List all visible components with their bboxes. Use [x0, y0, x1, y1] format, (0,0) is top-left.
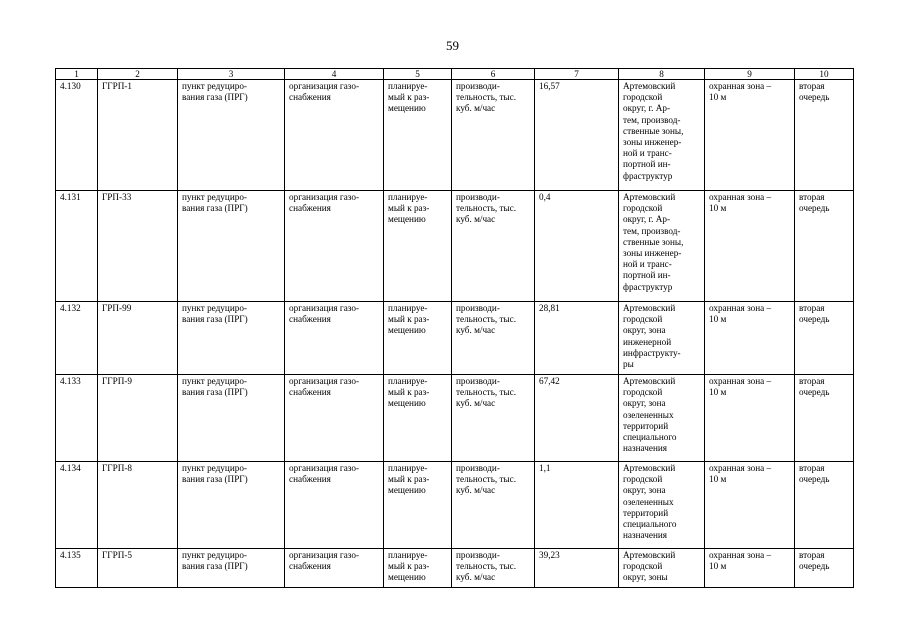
object-name-cell: ГГРП-1 [98, 80, 178, 191]
row-id-cell: 4.132 [56, 302, 98, 375]
stage-cell: вторая очередь [795, 462, 854, 549]
purpose-cell: организация газо- снабжения [285, 549, 384, 588]
column-header-1: 1 [56, 69, 98, 80]
characteristic-cell: производи- тельность, тыс. куб. м/час [452, 549, 535, 588]
column-header-4: 4 [285, 69, 384, 80]
location-cell: Артемовский городской округ, зона озелененных территорий специального назначения [619, 462, 705, 549]
characteristic-cell: производи- тельность, тыс. куб. м/час [452, 375, 535, 462]
column-header-8: 8 [619, 69, 705, 80]
object-type-cell: пункт редуциро- вания газа (ПРГ) [178, 80, 285, 191]
location-cell: Артемовский городской округ, зона инженерной инфраструкту- ры [619, 302, 705, 375]
value-cell: 1,1 [535, 462, 619, 549]
zone-cell: охранная зона – 10 м [705, 549, 795, 588]
stage-cell: вторая очередь [795, 80, 854, 191]
row-id-cell: 4.131 [56, 191, 98, 302]
object-type-cell: пункт редуциро- вания газа (ПРГ) [178, 375, 285, 462]
value-cell: 67,42 [535, 375, 619, 462]
column-header-5: 5 [384, 69, 452, 80]
object-name-cell: ГГРП-9 [98, 375, 178, 462]
value-cell: 39,23 [535, 549, 619, 588]
table-row [56, 191, 854, 302]
column-header-10: 10 [795, 69, 854, 80]
object-name-cell: ГГРП-5 [98, 549, 178, 588]
status-cell: планируе- мый к раз- мещению [384, 549, 452, 588]
object-name-cell: ГРП-99 [98, 302, 178, 375]
document-table [55, 68, 854, 588]
table-header-row [56, 69, 854, 80]
object-type-cell: пункт редуциро- вания газа (ПРГ) [178, 302, 285, 375]
location-cell: Артемовский городской округ, г. Ар- тем, производ- ственные зоны, зоны инженер- ной и транс- портной ин- фраструктур [619, 191, 705, 302]
value-cell: 16,57 [535, 80, 619, 191]
table-row [56, 80, 854, 191]
object-type-cell: пункт редуциро- вания газа (ПРГ) [178, 549, 285, 588]
value-cell: 0,4 [535, 191, 619, 302]
row-id-cell: 4.130 [56, 80, 98, 191]
row-id-cell: 4.134 [56, 462, 98, 549]
value-cell: 28,81 [535, 302, 619, 375]
table-row [56, 302, 854, 375]
column-header-6: 6 [452, 69, 535, 80]
purpose-cell: организация газо- снабжения [285, 302, 384, 375]
zone-cell: охранная зона – 10 м [705, 302, 795, 375]
characteristic-cell: производи- тельность, тыс. куб. м/час [452, 80, 535, 191]
column-header-3: 3 [178, 69, 285, 80]
object-type-cell: пункт редуциро- вания газа (ПРГ) [178, 191, 285, 302]
stage-cell: вторая очередь [795, 375, 854, 462]
zone-cell: охранная зона – 10 м [705, 462, 795, 549]
object-name-cell: ГРП-33 [98, 191, 178, 302]
stage-cell: вторая очередь [795, 302, 854, 375]
purpose-cell: организация газо- снабжения [285, 375, 384, 462]
characteristic-cell: производи- тельность, тыс. куб. м/час [452, 302, 535, 375]
characteristic-cell: производи- тельность, тыс. куб. м/час [452, 191, 535, 302]
status-cell: планируе- мый к раз- мещению [384, 80, 452, 191]
page-number: 59 [446, 38, 459, 53]
stage-cell: вторая очередь [795, 191, 854, 302]
location-cell: Артемовский городской округ, зона озелененных территорий специального назначения [619, 375, 705, 462]
zone-cell: охранная зона – 10 м [705, 375, 795, 462]
status-cell: планируе- мый к раз- мещению [384, 302, 452, 375]
column-header-9: 9 [705, 69, 795, 80]
column-header-7: 7 [535, 69, 619, 80]
location-cell: Артемовский городской округ, зоны [619, 549, 705, 588]
table-row [56, 375, 854, 462]
column-header-2: 2 [98, 69, 178, 80]
zone-cell: охранная зона – 10 м [705, 80, 795, 191]
location-cell: Артемовский городской округ, г. Ар- тем, производ- ственные зоны, зоны инженер- ной и транс- портной ин- фраструктур [619, 80, 705, 191]
stage-cell: вторая очередь [795, 549, 854, 588]
row-id-cell: 4.135 [56, 549, 98, 588]
status-cell: планируе- мый к раз- мещению [384, 191, 452, 302]
table-row [56, 549, 854, 588]
status-cell: планируе- мый к раз- мещению [384, 375, 452, 462]
purpose-cell: организация газо- снабжения [285, 80, 384, 191]
status-cell: планируе- мый к раз- мещению [384, 462, 452, 549]
purpose-cell: организация газо- снабжения [285, 191, 384, 302]
zone-cell: охранная зона – 10 м [705, 191, 795, 302]
object-name-cell: ГГРП-8 [98, 462, 178, 549]
row-id-cell: 4.133 [56, 375, 98, 462]
table-row [56, 462, 854, 549]
characteristic-cell: производи- тельность, тыс. куб. м/час [452, 462, 535, 549]
object-type-cell: пункт редуциро- вания газа (ПРГ) [178, 462, 285, 549]
purpose-cell: организация газо- снабжения [285, 462, 384, 549]
